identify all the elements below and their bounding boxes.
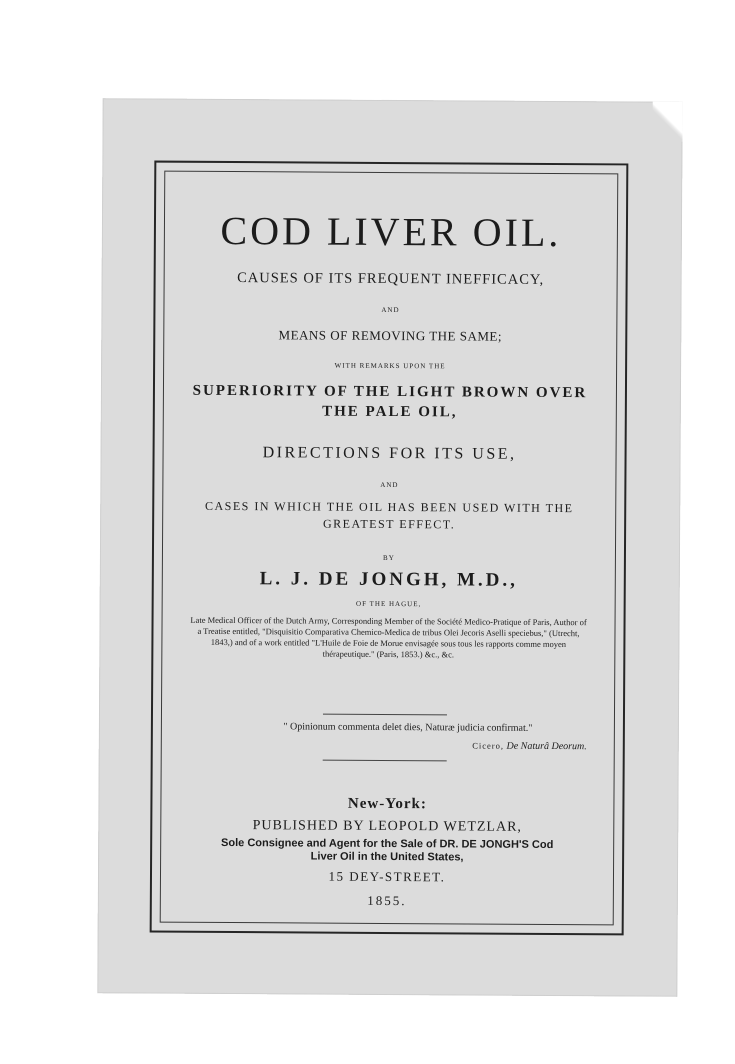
with-remarks: WITH REMARKS UPON THE (334, 361, 446, 371)
imprint-address: 15 DEY-STREET. (328, 868, 446, 885)
epigraph-quote: " Opinionum commenta delet dies, Naturæ judicia confirmat." (283, 721, 533, 734)
subtitle-superiority: SUPERIORITY OF THE LIGHT BROWN OVER THE PALE OIL, (192, 382, 588, 421)
imprint-consignee: Sole Consignee and Agent for the Sale of DR. DE JONGH'S Cod Liver Oil in the United States, (221, 836, 554, 864)
subtitle-causes: CAUSES OF ITS FREQUENT INEFFICACY, (237, 270, 545, 288)
page-border (150, 161, 629, 936)
epigraph-attribution (161, 739, 615, 753)
author-location: OF THE HAGUE, (356, 599, 422, 609)
imprint-year: 1855. (367, 892, 407, 909)
epigraph-work: De Naturâ Deorum. (506, 740, 587, 753)
book-title: COD LIVER OIL. (220, 207, 562, 256)
conjunction-and: AND (381, 305, 400, 315)
subtitle-directions: DIRECTIONS FOR ITS USE, (262, 444, 517, 463)
subtitle-cases: CASES IN WHICH THE OIL HAS BEEN USED WITH THE GREATEST EFFECT. (204, 498, 574, 532)
subtitle-means: MEANS OF REMOVING THE SAME; (278, 327, 503, 344)
by-line: BY (383, 553, 395, 563)
title-page (97, 98, 682, 997)
imprint-city: New-York: (347, 795, 427, 813)
author-bio: Late Medical Officer of the Dutch Army, Corresponding Member of the Société Medico-Pratique of Paris, Author of a Treatise entitled, "Disquisitio Comparativa Chemico-Medica de tribus Olei Jecoris Aselli speciebus," (Utrecht, 1843,) and of a work entitled "L'Huile de Foie de Morue envisagée sous tous les rapports comme moyen thérapeutique." (Paris, 1853.) &c., &c. (190, 614, 587, 660)
divider-bottom (323, 760, 447, 762)
conjunction-and-2: AND (380, 480, 399, 490)
imprint-publisher: PUBLISHED BY LEOPOLD WETZLAR, (252, 818, 522, 835)
author-name: L. J. DE JONGH, M.D., (259, 568, 519, 591)
title-page-content (152, 163, 627, 934)
epigraph-author: Cicero, (472, 740, 505, 751)
divider-top (323, 714, 447, 716)
